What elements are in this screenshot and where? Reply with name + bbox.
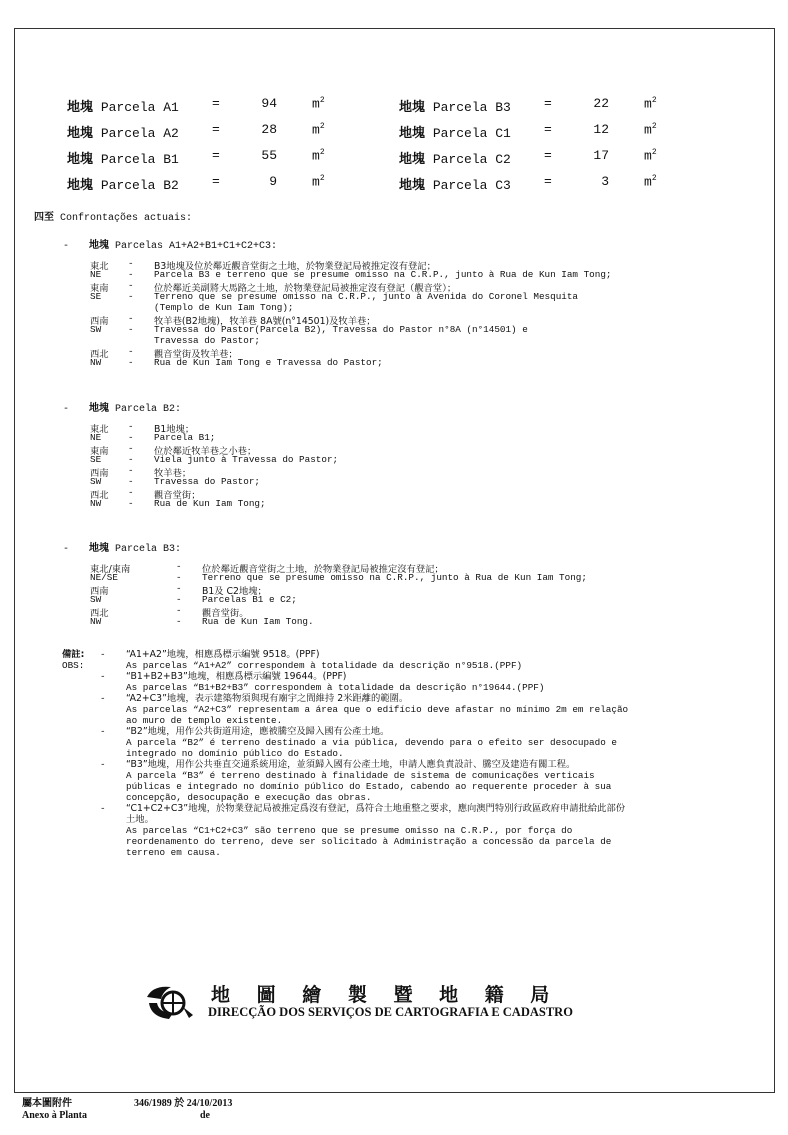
parcel-area-value: 12 [593,122,609,137]
boundary-row [90,454,730,465]
area-unit: $m^2$ [644,96,657,112]
boundary-row [90,302,730,313]
boundary-text: 位於鄰近牧羊巷之小巷； [154,446,257,457]
parcel-area-value: 55 [261,148,277,163]
parcel-label-cn: 地塊 [67,126,94,141]
boundary-text: (Templo de Kun Iam Tong); [154,302,294,313]
row-dash: - [128,280,134,291]
area-unit: $m^2$ [312,174,325,190]
row-dash: - [176,605,182,616]
row-dash: - [176,583,182,594]
boundary-row [90,421,730,435]
row-dash: - [128,357,134,368]
row-dash: - [128,498,134,509]
direction-label: 西南 [90,316,109,327]
parcel-label [399,96,511,115]
area-unit-exponent: 2 [651,148,657,157]
boundary-text: Travessa do Pastor; [154,335,261,346]
obs-dash: - [100,693,106,704]
obs-dash: - [100,671,106,682]
boundary-row [90,291,730,302]
section-heading [63,399,181,415]
direction-label: 東南 [90,283,109,294]
boundary-row [90,432,730,443]
direction-label: NE [90,432,102,443]
boundary-row [90,346,730,360]
parcel-label-cn: 地塊 [67,178,94,193]
obs-dash: - [100,759,106,770]
row-dash: - [128,465,134,476]
boundary-text: 觀音堂街及牧羊巷； [154,349,238,360]
boundary-row [90,605,730,619]
boundary-row [90,443,730,457]
boundary-text: Rua de Kun Iam Tong. [202,616,314,627]
parcel-label [399,174,511,193]
boundary-text: 觀音堂街。 [202,608,249,619]
obs-dash: - [100,649,106,660]
obs-pt-line: As parcelas “C1+C2+C3” são terreno que se presume omisso na C.R.P., por força do [126,825,573,836]
obs-label-pt: OBS: [62,660,85,671]
boundary-text: 牧羊巷(B2地塊)，牧羊巷 8A號(n°14501)及牧羊巷； [154,316,376,327]
boundary-text: Terreno que se presume omisso na C.R.P., junto à Rua de Kun Iam Tong; [202,572,587,583]
boundary-text: Parcela B3 e terreno que se presume omisso na C.R.P., junto à Rua de Kun Iam Tong; [154,269,612,280]
parcel-label-cn: 地塊 [399,100,426,115]
boundary-text: Travessa do Pastor(Parcela B2), Travessa do Pastor n°8A (n°14501) e [154,324,528,335]
obs-item [100,693,750,726]
parcel-area-value: 28 [261,122,277,137]
area-unit-exponent: 2 [319,122,325,131]
boundary-text: B1及 C2地塊； [202,586,267,597]
area-unit-exponent: 2 [651,122,657,131]
parcel-label [67,96,179,115]
footer-cn: 屬本圖附件 [22,1098,72,1109]
footer [22,1098,233,1122]
section-cn: 地塊 [89,543,110,554]
area-unit: $m^2$ [644,148,657,164]
boundary-text: B1地塊； [154,424,195,435]
boundary-row [90,269,730,280]
obs-pt-line: As parcelas “A1+A2” correspondem à totalidade da descrição n°9518.(PPF) [126,660,523,671]
obs-cn-line: “B3”地塊，用作公共垂直交通系統用途，並須歸入國有公產土地，申請人應負責設計、騰空及建造有關工程。 [126,759,576,770]
section-title: Parcelas A1+A2+B1+C1+C2+C3: [115,241,278,252]
parcel-label-pt: Parcela C1 [432,126,511,141]
equals-sign: = [212,148,220,163]
row-dash: - [128,291,134,302]
section-rows [90,561,730,627]
obs-cn-line: “A2+C3”地塊，表示建築物須與現有廟宇之間維持 2米距離的範圍。 [126,693,409,704]
parcel-area-value: 3 [601,174,609,189]
area-unit: $m^2$ [644,174,657,190]
confrontacoes-heading [34,208,192,224]
parcel-area-value: 94 [261,96,277,111]
direction-label: NE [90,269,102,280]
obs-item-text [126,759,750,803]
boundary-row [90,498,730,509]
area-unit-exponent: 2 [651,96,657,105]
area-unit-exponent: 2 [319,148,325,157]
area-unit: $m^2$ [312,96,325,112]
parcel-label-pt: Parcela B3 [432,100,511,115]
parcel-label-pt: Parcela B2 [100,178,179,193]
direction-label: 西南 [90,468,109,479]
parcel-label-cn: 地塊 [67,152,94,167]
direction-label: 西北 [90,608,109,619]
boundary-text: 位於鄰近美副將大馬路之土地，於物業登記局被推定沒有登記（觀音堂）； [154,283,457,294]
parcel-label-cn: 地塊 [67,100,94,115]
obs-pt-line: As parcelas “A2+C3” representam a área que o edifício deve afastar no mínimo 2m em relação [126,704,629,715]
direction-label: 西北 [90,490,109,501]
row-dash: - [128,432,134,443]
section-title: Parcela B3: [115,544,182,555]
boundary-row [90,335,730,346]
boundary-row [90,357,730,368]
equals-sign: = [212,174,220,189]
row-dash: - [128,269,134,280]
section-heading [63,539,181,555]
boundary-row [90,313,730,327]
equals-sign: = [544,122,552,137]
obs-item-text [126,726,750,759]
boundary-row [90,465,730,479]
confrontacoes-title: Confrontações actuais: [60,213,193,224]
obs-pt-line: públicas e integrado no domínio público do Estado, cabendo ao requerente proceder à sua [126,781,612,792]
row-dash: - [128,454,134,465]
obs-pt-line: integrado no domínio público do Estado. [126,748,344,759]
section-heading [63,236,277,252]
row-dash: - [176,616,182,627]
parcel-label-pt: Parcela C3 [432,178,511,193]
boundary-row [90,572,730,583]
obs-pt-line: ao muro de templo existente. [126,715,283,726]
direction-label: SE [90,291,102,302]
boundary-row [90,583,730,597]
direction-label: 東北 [90,261,109,272]
section-cn: 地塊 [89,403,110,414]
obs-item [100,726,750,759]
boundary-row [90,561,730,575]
obs-item [100,759,750,803]
equals-sign: = [544,174,552,189]
area-unit: $m^2$ [312,148,325,164]
equals-sign: = [212,96,220,111]
parcel-label-pt: Parcela B1 [100,152,179,167]
row-dash: - [128,346,134,357]
obs-dash: - [100,803,106,814]
area-unit: $m^2$ [644,122,657,138]
parcel-label-pt: Parcela A1 [100,100,179,115]
boundary-row [90,280,730,294]
direction-label: 東北 [90,424,109,435]
direction-label: 東北/東南 [90,564,131,575]
footer-pt: Anexo à Planta [22,1110,87,1121]
row-dash: - [128,324,134,335]
direction-label: NW [90,357,102,368]
parcel-label [67,174,179,193]
obs-cn-line: “C1+C2+C3”地塊，於物業登記局被推定爲沒有登記，爲符合土地重整之要求，應向澳門特別行政區政府申請批給此部份 [126,803,626,814]
row-dash: - [128,421,134,432]
boundary-text: Rua de Kun Iam Tong; [154,498,266,509]
row-dash: - [176,561,182,572]
boundary-row [90,476,730,487]
boundary-text: Parcela B1; [154,432,216,443]
direction-label: 西北 [90,349,109,360]
row-dash: - [128,476,134,487]
boundary-text: 觀音堂街； [154,490,201,501]
boundary-row [90,616,730,627]
parcel-label [67,122,179,141]
row-dash: - [176,572,182,583]
footer-ref: 346/1989 於 24/10/2013 [134,1098,233,1109]
parcel-label [67,148,179,167]
row-dash: - [176,594,182,605]
parcel-label-pt: Parcela A2 [100,126,179,141]
boundary-row [90,258,730,272]
section-dash: - [63,544,70,555]
obs-item-text [126,649,750,671]
boundary-text: 牧羊巷； [154,468,192,479]
boundary-text: 位於鄰近觀音堂街之土地，於物業登記局被推定沒有登記； [202,564,444,575]
boundary-row [90,487,730,501]
row-dash: - [128,487,134,498]
obs-label-cn: 備註: [62,649,85,660]
parcel-label [399,148,511,167]
row-dash: - [128,443,134,454]
obs-item [100,649,750,671]
area-unit-exponent: 2 [319,174,325,183]
equals-sign: = [544,96,552,111]
section-dash: - [63,241,70,252]
dscc-emblem-icon [143,983,197,1023]
area-unit-exponent: 2 [319,96,325,105]
boundary-text: Terreno que se presume omisso na C.R.P., junto à Avenida do Coronel Mesquita [154,291,579,302]
obs-item [100,671,750,693]
boundary-text: Travessa do Pastor; [154,476,261,487]
boundary-text: B3地塊及位於鄰近觀音堂街之土地，於物業登記局被推定沒有登記； [154,261,436,272]
parcel-label [399,122,511,141]
boundary-row [90,324,730,335]
obs-cn-line: “B1+B2+B3”地塊，相應爲標示編號 19644。(PPF) [126,671,347,682]
parcel-label-cn: 地塊 [399,152,426,167]
parcel-label-cn: 地塊 [399,126,426,141]
equals-sign: = [544,148,552,163]
obs-cn-line: “A1+A2”地塊，相應爲標示編號 9518。(PPF) [126,649,320,660]
section-cn: 地塊 [89,240,110,251]
section-dash: - [63,404,70,415]
direction-label: 東南 [90,446,109,457]
obs-item-text [126,803,750,858]
footer-de: de [200,1110,210,1121]
boundary-row [90,594,730,605]
section-rows [90,421,730,509]
obs-pt-line: A parcela “B2” é terreno destinado a via pública, devendo para o efeito ser desocupado e [126,737,617,748]
parcel-area-value: 17 [593,148,609,163]
direction-label: SW [90,476,102,487]
direction-label: SE [90,454,102,465]
area-unit: $m^2$ [312,122,325,138]
obs-pt-line: As parcelas “B1+B2+B3” correspondem à totalidade da descrição n°19644.(PPF) [126,682,545,693]
boundary-text: Rua de Kun Iam Tong e Travessa do Pastor; [154,357,383,368]
parcel-area-value: 22 [593,96,609,111]
parcel-label-cn: 地塊 [399,178,426,193]
obs-pt-line: terreno em causa. [126,847,221,858]
obs-pt-line: concepção, desocupação e execução das obras. [126,792,372,803]
row-dash: - [128,258,134,269]
obs-items [100,649,750,858]
direction-label: NW [90,616,102,627]
direction-label: NW [90,498,102,509]
section-title: Parcela B2: [115,404,182,415]
obs-item-text [126,671,750,693]
obs-dash: - [100,726,106,737]
row-dash: - [128,313,134,324]
obs-cn-line: 土地。 [126,814,154,825]
parcel-label-pt: Parcela C2 [432,152,511,167]
logo-pt-name: DIRECÇÃO DOS SERVIÇOS DE CARTOGRAFIA E CADASTRO [208,1005,573,1019]
direction-label: NE/SE [90,572,118,583]
boundary-text: Parcelas B1 e C2; [202,594,297,605]
parcel-area-value: 9 [269,174,277,189]
obs-pt-line: A parcela “B3” é terreno destinado à finalidade de sistema de comunicações verticais [126,770,595,781]
logo-cn-name: 地 圖 繪 製 暨 地 籍 局 [211,984,560,1006]
obs-item [100,803,750,858]
obs-pt-line: reordenamento do terreno, deve ser solicitado à Administração a concessão da parcela de [126,836,612,847]
area-unit-exponent: 2 [651,174,657,183]
section-rows [90,258,730,368]
direction-label: SW [90,324,102,335]
obs-labels [62,649,84,671]
obs-cn-line: “B2”地塊，用作公共街道用途，應被騰空及歸入國有公產土地。 [126,726,390,737]
confrontacoes-cn: 四至 [34,212,54,223]
direction-label: SW [90,594,102,605]
direction-label: 西南 [90,586,109,597]
equals-sign: = [212,122,220,137]
obs-item-text [126,693,750,726]
boundary-text: Viela junto à Travessa do Pastor; [154,454,339,465]
